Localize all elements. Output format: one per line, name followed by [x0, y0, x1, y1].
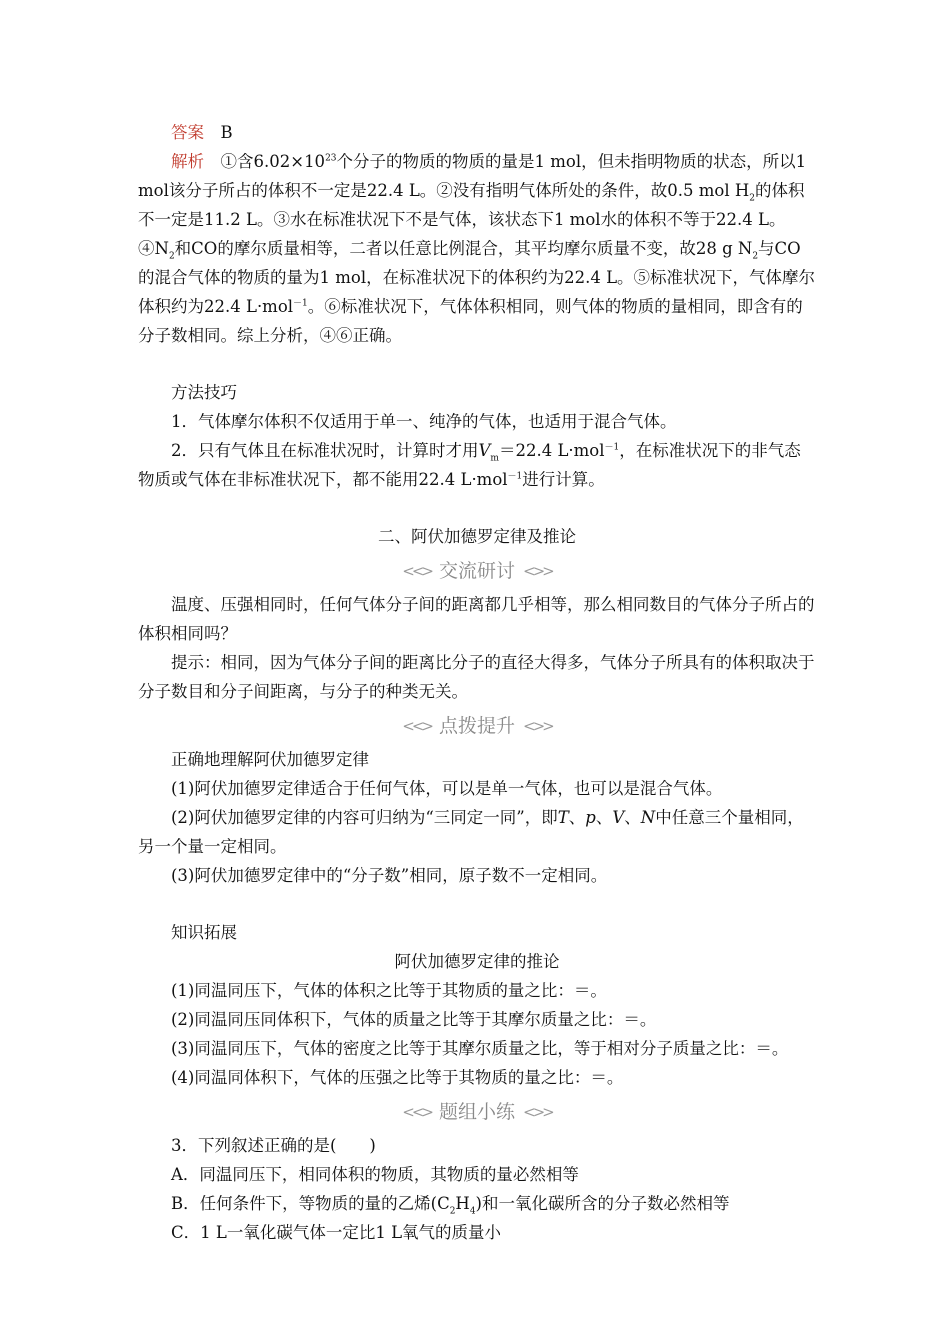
double-chevron-left-icon: <<>	[402, 717, 431, 735]
subscript: 2	[449, 1206, 456, 1217]
superscript: 23	[325, 153, 337, 164]
method-text: ，在标准状况下的非气态物质或气体在非标准状况下，都不能用22.4 L·mol	[138, 441, 801, 489]
extension-item-1: (1)同温同压下，气体的体积之比等于其物质的量之比：＝。	[171, 981, 607, 1000]
analysis-text: 与CO的混合气体的物质的量为1 mol，在标准状况下的体积约为22.4 L。⑤标准状况下，气体摩尔体积约为22.4 L·mol	[138, 239, 816, 316]
analysis-text: ①含6.02×10	[220, 152, 326, 171]
separator: 、	[568, 808, 586, 827]
spacer	[138, 350, 816, 378]
extension-item-2: (2)同温同压同体积下，气体的质量之比等于其摩尔质量之比：＝。	[171, 1010, 657, 1029]
method-text: ＝22.4 L·mol	[498, 441, 605, 460]
extension-item-3: (3)同温同压下，气体的密度之比等于其摩尔质量之比，等于相对分子质量之比：＝。	[171, 1039, 789, 1058]
guide-text: 中任意三个量相同，另一个量一定相同。	[138, 808, 804, 856]
double-chevron-right-icon: <>>	[523, 1103, 552, 1121]
document-content	[138, 118, 816, 1247]
answer-label: 答案	[171, 123, 204, 142]
option-text: B．任何条件下，等物质的量的乙烯(C	[171, 1194, 450, 1213]
variable-t: T	[557, 808, 569, 827]
banner-guide-text: 点拨提升	[438, 715, 515, 737]
option-text: H	[455, 1194, 470, 1213]
analysis-label: 解析	[171, 152, 204, 171]
analysis-paragraph	[138, 147, 816, 350]
question-3-option-a: A．同温同压下，相同体积的物质，其物质的量必然相等	[171, 1165, 579, 1184]
extension-subtitle: 阿伏加德罗定律的推论	[394, 952, 560, 971]
variable-p: p	[585, 808, 596, 827]
question-3-stem: 3．下列叙述正确的是( )	[171, 1136, 376, 1155]
discussion-hint: 提示：相同，因为气体分子间的距离比分子的直径大得多，气体分子所具有的体积取决于分子数目和分子间距离，与分子的种类无关。	[138, 653, 815, 701]
banner-guide	[138, 712, 816, 741]
double-chevron-right-icon: <>>	[523, 717, 552, 735]
double-chevron-right-icon: <>>	[523, 562, 552, 580]
double-chevron-left-icon: <<>	[402, 562, 431, 580]
superscript: －1	[507, 471, 523, 482]
answer-line	[138, 118, 816, 147]
banner-practice	[138, 1098, 816, 1127]
question-3-option-b	[138, 1189, 816, 1218]
method-text: 2．只有气体且在标准状况时，计算时才用	[171, 441, 479, 460]
guide-title: 正确地理解阿伏加德罗定律	[171, 750, 369, 769]
superscript: －1	[293, 298, 308, 309]
method-item-2	[138, 436, 816, 494]
separator: 、	[624, 808, 641, 827]
double-chevron-left-icon: <<>	[402, 1103, 431, 1121]
method-item-1: 1．气体摩尔体积不仅适用于单一、纯净的气体，也适用于混合气体。	[171, 412, 677, 431]
subscript: 2	[752, 251, 759, 262]
question-3-option-c: C．1 L一氧化碳气体一定比1 L氧气的质量小	[171, 1223, 502, 1242]
analysis-text: 个分子的物质的物质的量是1 mol，但未指明物质的状态，所以1 mol该分子所占的体积不一定是22.4 L。②没有指明气体所处的条件，故0.5 mol H	[138, 152, 807, 200]
variable-n: N	[640, 808, 656, 827]
separator: 、	[595, 808, 613, 827]
analysis-text: 。⑥标准状况下，气体体积相同，则气体的物质的量相同，即含有的分子数相同。综上分析，④⑥正确。	[138, 297, 803, 345]
guide-text: (2)阿伏加德罗定律的内容可归纳为“三同定一同”，即	[171, 808, 558, 827]
banner-discussion	[138, 557, 816, 586]
guide-item-3: (3)阿伏加德罗定律中的“分子数”相同，原子数不一定相同。	[171, 866, 608, 885]
method-text: 进行计算。	[522, 470, 605, 489]
subscript: 2	[168, 251, 175, 262]
banner-discussion-text: 交流研讨	[438, 560, 515, 582]
extension-title: 知识拓展	[171, 923, 237, 942]
variable-v: V	[478, 441, 491, 460]
guide-item-2	[138, 803, 816, 861]
answer-value: B	[220, 123, 233, 142]
banner-practice-text: 题组小练	[438, 1101, 515, 1123]
method-title: 方法技巧	[171, 383, 237, 402]
spacer	[138, 890, 816, 918]
subscript: 2	[749, 193, 756, 204]
subscript: m	[490, 453, 499, 464]
subscript: 4	[469, 1206, 476, 1217]
analysis-text: 和CO的摩尔质量相等，二者以任意比例混合，其平均摩尔质量不变，故28 g N	[174, 239, 753, 258]
variable-v: V	[612, 808, 625, 827]
superscript: －1	[604, 442, 620, 453]
analysis-text: 的体积不一定是11.2 L。③水在标准状况下不是气体，该状态下1 mol水的体积不等于22.4 L。④N	[138, 181, 805, 258]
discussion-question: 温度、压强相同时，任何气体分子间的距离都几乎相等，那么相同数目的气体分子所占的体积相同吗？	[138, 595, 815, 643]
section-2-title: 二、阿伏加德罗定律及推论	[378, 527, 576, 546]
guide-item-1: (1)阿伏加德罗定律适合于任何气体，可以是单一气体，也可以是混合气体。	[171, 779, 723, 798]
extension-item-4: (4)同温同体积下，气体的压强之比等于其物质的量之比：＝。	[171, 1068, 624, 1087]
spacer	[138, 494, 816, 516]
option-text: )和一氧化碳所含的分子数必然相等	[475, 1194, 730, 1213]
